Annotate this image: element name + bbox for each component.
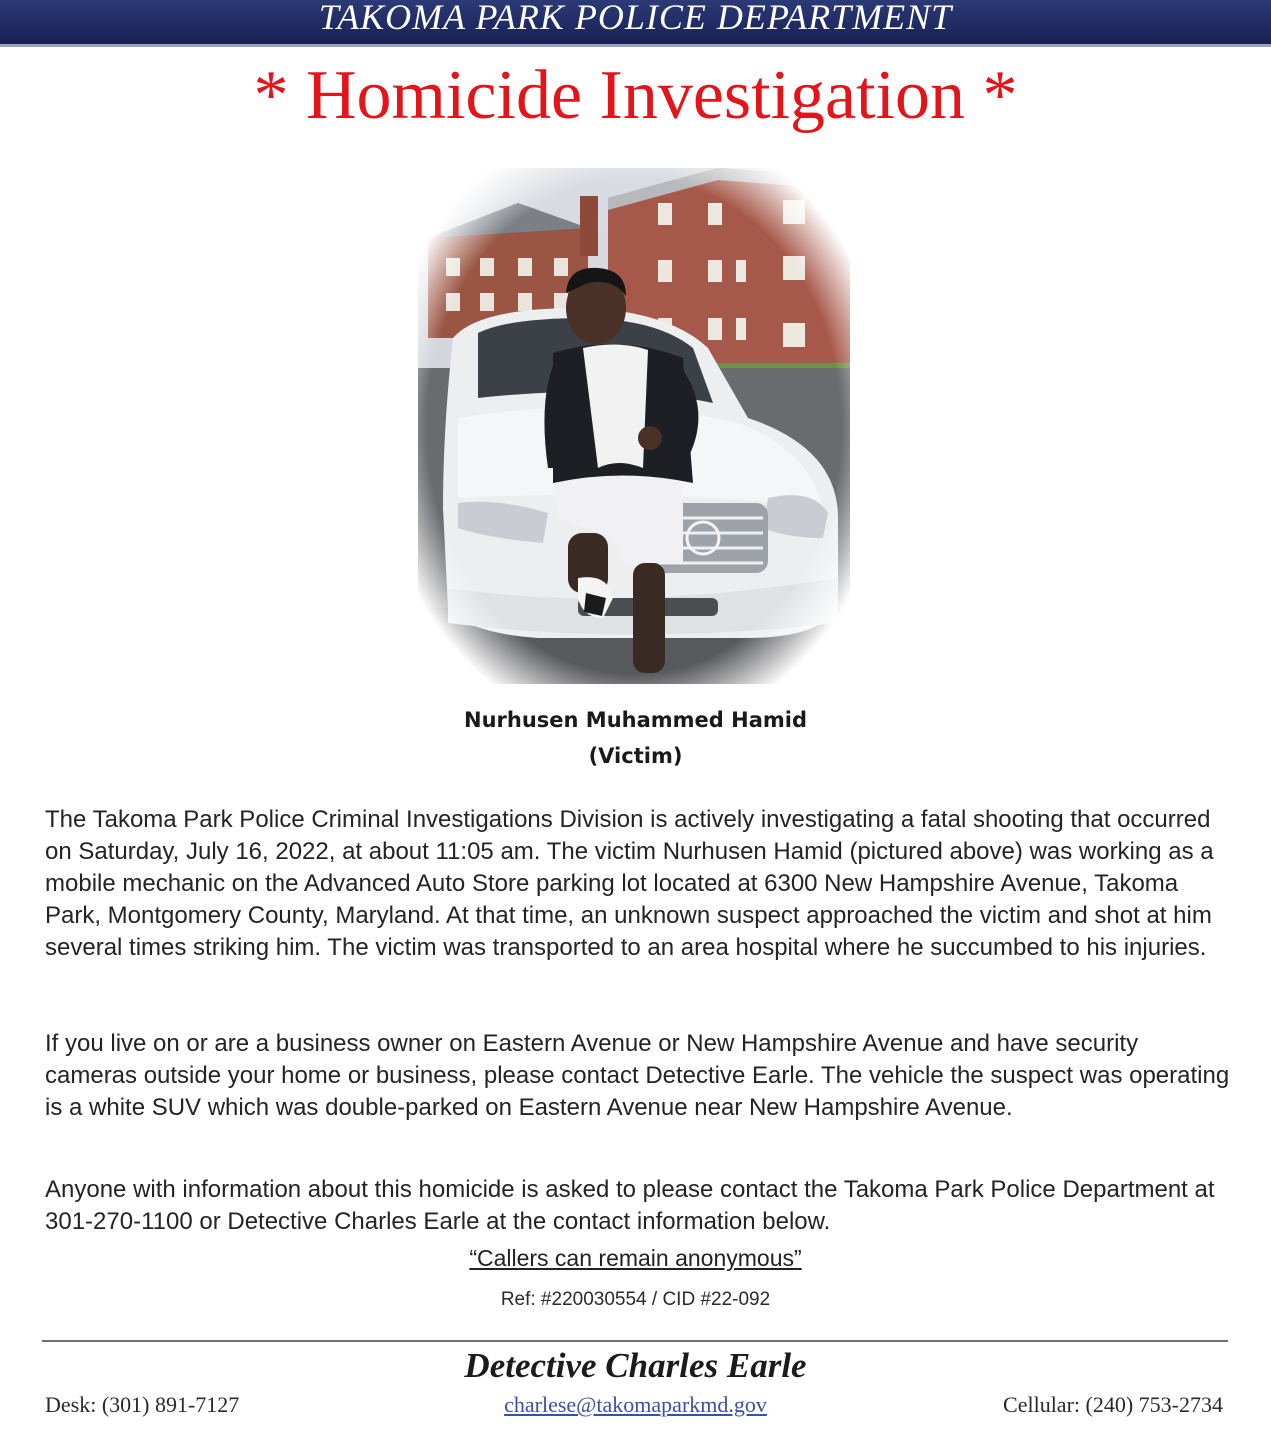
anonymous-note bbox=[0, 1242, 1271, 1274]
anonymous-text: “Callers can remain anonymous” bbox=[469, 1245, 802, 1271]
cellular-phone: Cellular: (240) 753-2734 bbox=[1003, 1392, 1223, 1417]
department-name: TAKOMA PARK POLICE DEPARTMENT bbox=[318, 0, 953, 37]
desk-phone: Desk: (301) 891-7127 bbox=[45, 1392, 240, 1417]
case-reference: Ref: #220030554 / CID #22-092 bbox=[500, 1289, 771, 1310]
victim-photo-illustration bbox=[418, 168, 850, 684]
victim-photo bbox=[418, 168, 850, 684]
headline-title: * Homicide Investigation * bbox=[253, 57, 1018, 134]
email-link[interactable]: charlese@takomaparkmd.gov bbox=[504, 1392, 767, 1417]
contact-request-paragraph: Anyone with information about this homicide is asked to please contact the Takoma Park Police Department at 301-270-1100 or Detective Charles Earle at the contact information below. bbox=[45, 1176, 1215, 1235]
photo-caption bbox=[0, 702, 1271, 774]
footer-divider bbox=[42, 1340, 1228, 1342]
victim-role: (Victim) bbox=[588, 744, 683, 768]
victim-name: Nurhusen Muhammed Hamid bbox=[464, 708, 807, 732]
incident-paragraph: The Takoma Park Police Criminal Investigations Division is actively investigating a fatal shooting that occurred on Saturday, July 16, 2022, at about 11:05 am. The victim Nurhusen Hamid (pictured above) was working as a mobile mechanic on the Advanced Auto Store parking lot located at 6300 New Hampshire Avenue, Takoma Park, Montgomery County, Maryland. At that time, an unknown suspect approached the victim and shot at him several times striking him. The victim was transported to an area hospital where he succumbed to his injuries. bbox=[45, 806, 1214, 961]
camera-request-paragraph: If you live on or are a business owner on Eastern Avenue or New Hampshire Avenue and have security cameras outside your home or business, please contact Detective Earle. The vehicle the suspect was operating is a white SUV which was double-parked on Eastern Avenue near New Hampshire Avenue. bbox=[45, 1030, 1230, 1121]
detective-name: Detective Charles Earle bbox=[464, 1346, 807, 1385]
department-banner bbox=[0, 0, 1271, 47]
